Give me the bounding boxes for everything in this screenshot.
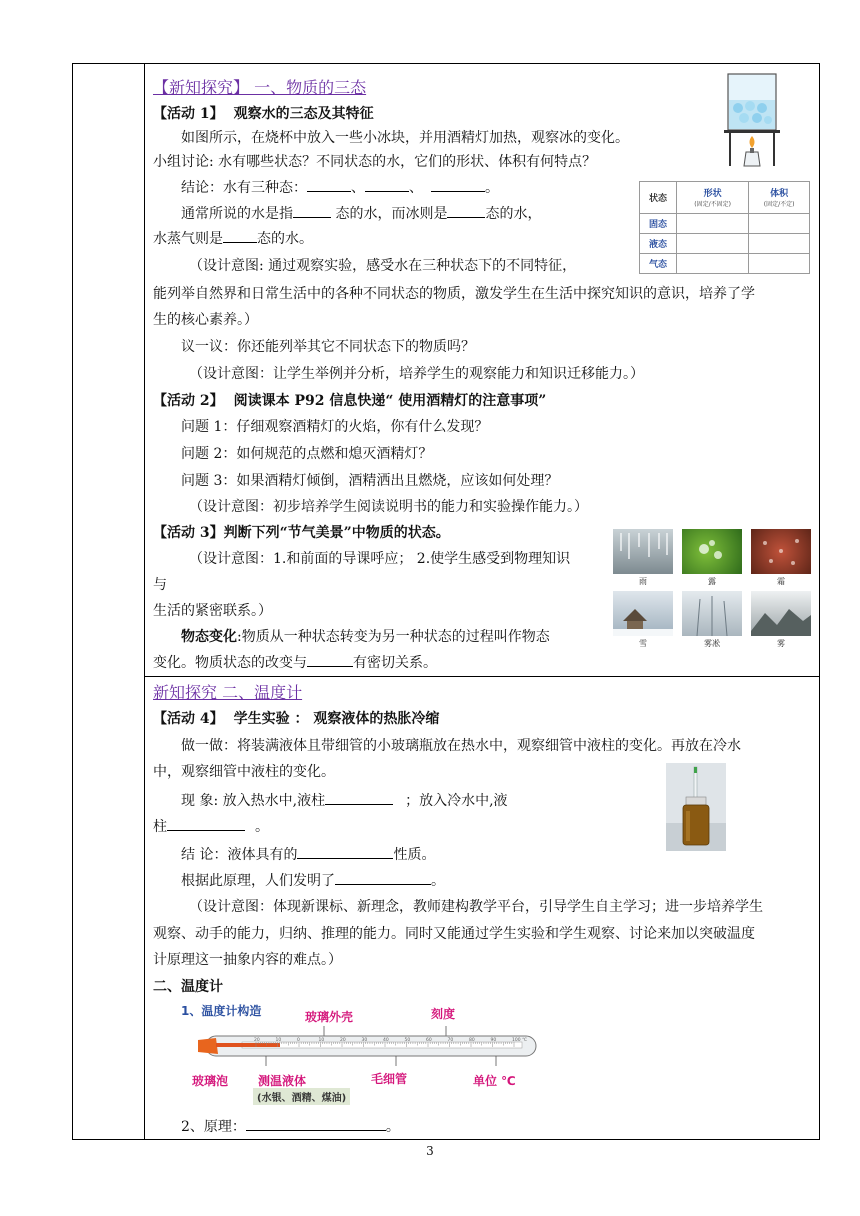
activity4-design2: 观察、动手的能力，归纳、推理的能力。同时又能通过学生实验和学生观察、讨论来加以突破温度 — [153, 926, 755, 942]
dew-photo-icon — [682, 529, 742, 574]
activity3-design3: 生活的紧密联系。） — [153, 603, 272, 619]
activity4-conclusion: 结 论：液体具有的 性质。 — [181, 844, 435, 865]
activity4-p1: 做一做：将装满液体且带细管的小玻璃瓶放在热水中，观察细管中液柱的变化。再放在冷水 — [181, 738, 741, 754]
photo-label-fog: 雾 — [777, 639, 785, 648]
photo-label-rime: 雾凇 — [704, 639, 720, 648]
thermometer-title: 1、温度计构造 — [181, 1004, 262, 1018]
activity1-conclusion: 结论：水有三种态： 、 、 。 — [181, 177, 499, 198]
activity1-p2: 小组讨论: 水有哪些状态？不同状态的水，它们的形状、体积有何特点？ — [153, 154, 597, 170]
activity4-design1: （设计意图：体现新课标、新理念，教师建构教学平台，引导学生自主学习；进一步培养学生 — [189, 899, 763, 915]
activity2-label: 【活动 2】 阅读课本 P92 信息快递“ 使用酒精灯的注意事项” — [153, 393, 547, 409]
page-number: 3 — [426, 1144, 434, 1158]
activity3-definition: 物态变化:物质从一种状态转变为另一种状态的过程叫作物态 — [181, 629, 550, 645]
thermometer-tick-label: 10 — [318, 1038, 325, 1043]
photo-label-snow: 雪 — [639, 639, 647, 648]
thermometer-tick-label: 0 — [297, 1038, 300, 1043]
rain-photo-icon — [613, 529, 673, 574]
thermometer-tick-label: 20 — [254, 1038, 260, 1043]
photo-label-dew: 露 — [708, 577, 716, 586]
activity3-design2: 与 — [153, 577, 167, 593]
bottle-tube-icon — [666, 763, 726, 851]
activity1-label: 【活动 1】 观察水的三态及其特征 — [153, 106, 374, 122]
photo-label-frost: 霜 — [777, 577, 785, 586]
activity4-design3: 计原理这一抽象内容的难点。） — [153, 952, 342, 968]
state-table — [639, 181, 810, 274]
activity1-p5: 水蒸气则是 态的水。 — [153, 228, 313, 249]
activity4-phenomenon2: 柱 。 — [153, 816, 269, 837]
thermometer-tick-label: 50 — [404, 1038, 411, 1043]
thermometer-principle: 2、原理： 。 — [181, 1116, 400, 1137]
activity4-p2: 中，观察细管中液柱的变化。 — [153, 764, 335, 780]
activity2-q2: 问题 2：如何规范的点燃和熄灭酒精灯？ — [181, 446, 433, 462]
state-table-header-state: 状态 — [640, 182, 677, 214]
label-unit: 单位 ℃ — [473, 1074, 516, 1088]
activity3-design1: （设计意图：1.和前面的导课呼应； 2.使学生感受到物理知识 — [189, 551, 571, 567]
thermometer-tick-label: 40 — [383, 1038, 389, 1043]
thermometer-tick-label: 60 — [426, 1038, 432, 1043]
thermometer-tick-label: 100 ℃ — [512, 1038, 528, 1043]
photo-label-rain: 雨 — [639, 577, 647, 586]
label-liquid: 测温液体 — [258, 1074, 307, 1088]
section1-heading: 【新知探究】 一、物质的三态 — [153, 78, 367, 97]
label-bulb: 玻璃泡 — [192, 1074, 229, 1088]
state-table-row-gas: 气态 — [640, 254, 677, 274]
activity1-design2: 能列举自然界和日常生活中的各种不同状态的物质，激发学生在生活中探究知识的意识，培养了学 — [153, 286, 755, 302]
activity4-phenomenon: 现 象: 放入热水中,液柱 ；放入冷水中,液 — [181, 790, 508, 811]
thermometer-tick-label: 30 — [361, 1038, 368, 1043]
activity1-design1: （设计意图: 通过观察实验，感受水在三种状态下的不同特征， — [189, 258, 577, 274]
thermometer-tick-label: 70 — [447, 1038, 454, 1043]
state-table-row-liquid: 液态 — [640, 234, 677, 254]
section2-heading: 新知探究 二、温度计 — [153, 683, 303, 702]
table-row-divider — [144, 676, 820, 677]
solar-term-photos — [613, 529, 811, 653]
activity1-p1: 如图所示，在烧杯中放入一些小冰块，并用酒精灯加热，观察冰的变化。 — [181, 130, 629, 146]
activity2-q3: 问题 3：如果酒精灯倾倒，酒精洒出且燃烧，应该如何处理？ — [181, 473, 559, 489]
activity4-label: 【活动 4】 学生实验 ： 观察液体的热胀冷缩 — [153, 711, 440, 727]
label-capillary: 毛细管 — [371, 1072, 408, 1086]
activity3-title: 【活动 3】判断下列“节气美景”中物质的状态。 — [153, 525, 450, 541]
activity2-design: （设计意图：初步培养学生阅读说明书的能力和实验操作能力。） — [189, 499, 588, 515]
state-table-header-shape: 形状 (固定/不固定) — [677, 182, 749, 214]
activity4-invention: 根据此原理，人们发明了 。 — [181, 870, 445, 891]
label-glass-shell: 玻璃外壳 — [305, 1010, 354, 1024]
thermometer-tick-label: 80 — [469, 1038, 475, 1043]
frost-photo-icon — [751, 529, 811, 574]
rime-photo-icon — [682, 591, 742, 636]
activity1-design4: （设计意图：让学生举例并分析，培养学生的观察能力和知识迁移能力。） — [189, 366, 644, 382]
snow-photo-icon — [613, 591, 673, 636]
thermometer-tick-label: 10 — [275, 1038, 282, 1043]
beaker-burner-icon — [722, 70, 784, 170]
state-table-row-solid: 固态 — [640, 214, 677, 234]
activity2-q1: 问题 1：仔细观察酒精灯的火焰，你有什么发现？ — [181, 419, 489, 435]
fog-photo-icon — [751, 591, 811, 636]
label-scale: 刻度 — [431, 1007, 456, 1021]
thermometer-subheading: 二、温度计 — [153, 979, 223, 995]
thermometer-diagram — [196, 1026, 541, 1066]
activity1-design3: 生的核心素养。） — [153, 312, 258, 328]
thermometer-tick-label: 90 — [490, 1038, 497, 1043]
label-liquid-types: (水银、酒精、煤油) — [253, 1088, 350, 1105]
state-table-header-volume: 体积 (固定/不定) — [749, 182, 810, 214]
thermometer-tick-label: 20 — [340, 1038, 346, 1043]
activity1-discuss: 议一议：你还能列举其它不同状态下的物质吗？ — [181, 339, 475, 355]
table-column-divider — [144, 63, 145, 1140]
activity1-p4: 通常所说的水是指 态的水，而冰则是 态的水， — [181, 203, 541, 224]
activity3-definition2: 变化。物质状态的改变与 有密切关系。 — [153, 652, 437, 673]
